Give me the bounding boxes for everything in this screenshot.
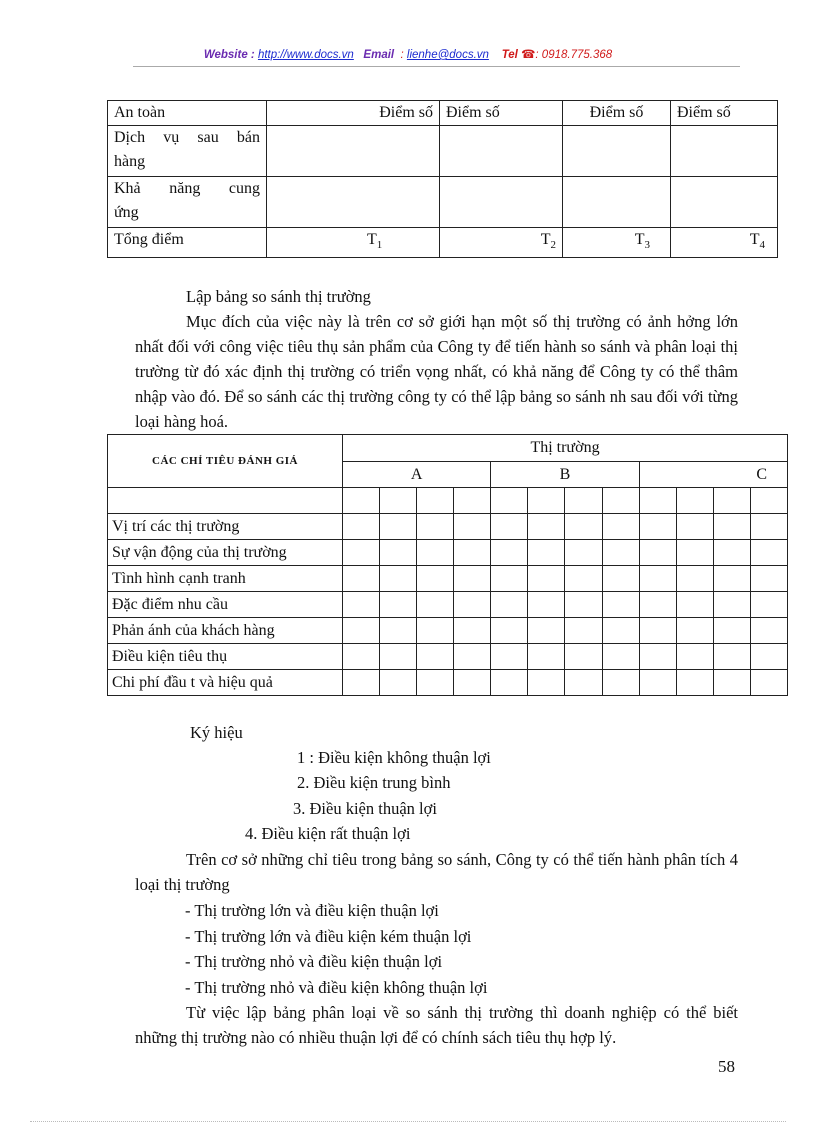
score-cell xyxy=(750,644,787,670)
score-cell xyxy=(565,670,602,696)
score-cell xyxy=(602,566,639,592)
score-cell xyxy=(417,592,454,618)
score-cell xyxy=(380,644,417,670)
section-heading: Lập bảng so sánh thị trường xyxy=(186,287,371,306)
score-cell xyxy=(380,592,417,618)
criteria-cell: Vị trí các thị trường xyxy=(108,514,343,540)
score-cell xyxy=(491,488,528,514)
email-separator: : xyxy=(400,49,404,61)
legend-title: Ký hiệu xyxy=(190,723,243,742)
score-cell xyxy=(440,126,563,177)
score-cell xyxy=(565,566,602,592)
score-cell xyxy=(563,177,671,228)
score-cell xyxy=(565,644,602,670)
score-cell xyxy=(750,566,787,592)
score-cell xyxy=(528,540,565,566)
footer-divider xyxy=(30,1121,786,1122)
score-cell xyxy=(565,618,602,644)
score-cell xyxy=(602,670,639,696)
score-cell xyxy=(417,488,454,514)
score-cell xyxy=(491,644,528,670)
scoring-table xyxy=(107,100,778,258)
score-cell: Điểm số xyxy=(440,101,563,126)
score-cell xyxy=(454,488,491,514)
score-cell xyxy=(417,514,454,540)
table-row xyxy=(108,126,778,177)
score-cell xyxy=(713,618,750,644)
intro-paragraph xyxy=(135,287,738,434)
score-cell xyxy=(671,177,778,228)
market-label: A xyxy=(343,462,491,488)
criteria-cell: Phản ánh của khách hàng xyxy=(108,618,343,644)
score-cell xyxy=(750,540,787,566)
total-cell xyxy=(267,228,440,258)
score-cell xyxy=(639,644,676,670)
score-cell xyxy=(676,644,713,670)
score-cell xyxy=(528,592,565,618)
row-label: An toàn xyxy=(108,101,267,126)
score-cell xyxy=(676,514,713,540)
score-cell xyxy=(343,488,380,514)
analysis-item: - Thị trường lớn và điều kiện kém thuận lợi xyxy=(185,927,472,946)
score-cell xyxy=(440,177,563,228)
score-cell xyxy=(528,670,565,696)
score-cell xyxy=(713,566,750,592)
website-link[interactable]: http://www.docs.vn xyxy=(257,49,354,61)
table-row xyxy=(108,644,788,670)
t-letter: T xyxy=(367,231,377,248)
score-cell xyxy=(380,488,417,514)
score-cell xyxy=(343,540,380,566)
score-cell xyxy=(565,514,602,540)
table-row xyxy=(108,540,788,566)
table-row xyxy=(108,514,788,540)
table-row xyxy=(108,618,788,644)
score-cell xyxy=(750,592,787,618)
score-cell xyxy=(713,592,750,618)
row-label-line: ứng xyxy=(114,204,139,221)
score-cell: Điểm số xyxy=(267,101,440,126)
score-cell xyxy=(380,618,417,644)
table-header-row xyxy=(108,435,788,462)
score-cell xyxy=(750,618,787,644)
market-header: Thị trường xyxy=(343,435,788,462)
score-cell xyxy=(676,670,713,696)
total-cell xyxy=(671,228,778,258)
score-cell xyxy=(267,126,440,177)
score-cell xyxy=(454,644,491,670)
body-text: Mục đích của việc này là trên cơ sở giới hạn một số thị trường có ảnh hởng lớn nhất đối với công việc tiêu thụ sản phẩm của Công ty để tiến hành so sánh và phân loại thị trường từ đó xác định thị trường có triển vọng nhất, có khả năng để Công ty có thể thâm nhập vào đó. Để so sánh các thị trường công ty có thể lập bảng so sánh nh sau đối với từng loại hàng hoá. xyxy=(135,312,738,431)
score-cell xyxy=(454,618,491,644)
score-cell xyxy=(639,488,676,514)
table-row xyxy=(108,488,788,514)
t-sub: 4 xyxy=(759,239,765,252)
score-cell xyxy=(417,670,454,696)
score-cell: Điểm số xyxy=(563,101,671,126)
score-cell xyxy=(491,618,528,644)
analysis-conclusion: Từ việc lập bảng phân loại về so sánh thị trường thì doanh nghiệp có thể biết những thị trường nào có nhiều thuận lợi để có chính sách tiêu thụ hợp lý. xyxy=(135,1003,738,1047)
legend-item: 2. Điều kiện trung bình xyxy=(297,773,451,792)
score-cell xyxy=(639,540,676,566)
criteria-cell: Tình hình cạnh tranh xyxy=(108,566,343,592)
score-cell xyxy=(602,644,639,670)
score-cell xyxy=(380,540,417,566)
score-cell xyxy=(380,670,417,696)
score-cell xyxy=(713,488,750,514)
row-label-line: Khả năng cung xyxy=(114,180,260,197)
score-cell xyxy=(565,540,602,566)
t-letter: T xyxy=(540,231,551,248)
criteria-cell: Điều kiện tiêu thụ xyxy=(108,644,343,670)
analysis-item: - Thị trường lớn và điều kiện thuận lợi xyxy=(185,901,439,920)
criteria-header: CÁC CHỈ TIÊU ĐÁNH GIÁ xyxy=(108,435,343,488)
row-label: Tổng điểm xyxy=(108,228,267,258)
score-cell xyxy=(491,540,528,566)
score-cell xyxy=(671,126,778,177)
score-cell xyxy=(750,670,787,696)
t-sub: 2 xyxy=(550,239,556,252)
score-cell xyxy=(417,540,454,566)
total-cell xyxy=(440,228,563,258)
table-row xyxy=(108,592,788,618)
score-cell xyxy=(676,618,713,644)
score-cell xyxy=(713,644,750,670)
score-cell xyxy=(491,566,528,592)
row-label-line: Dịch vụ sau bán xyxy=(114,129,260,146)
email-label: Email xyxy=(363,49,395,61)
score-cell xyxy=(676,540,713,566)
row-label-line: hàng xyxy=(114,153,146,170)
score-cell xyxy=(454,592,491,618)
score-cell xyxy=(528,514,565,540)
criteria-cell: Chi phí đầu t và hiệu quả xyxy=(108,670,343,696)
score-cell xyxy=(343,644,380,670)
market-label: B xyxy=(491,462,639,488)
score-cell xyxy=(639,566,676,592)
header-divider xyxy=(133,66,740,67)
criteria-cell: Sự vận động của thị trường xyxy=(108,540,343,566)
score-cell xyxy=(343,618,380,644)
score-cell xyxy=(565,592,602,618)
score-cell xyxy=(343,566,380,592)
score-cell: Điểm số xyxy=(671,101,778,126)
criteria-cell xyxy=(108,488,343,514)
score-cell xyxy=(343,514,380,540)
score-cell xyxy=(639,670,676,696)
score-cell xyxy=(491,592,528,618)
score-cell xyxy=(267,177,440,228)
legend-item: 4. Điều kiện rất thuận lợi xyxy=(245,824,411,843)
page-number: 58 xyxy=(718,1057,735,1076)
analysis-item: - Thị trường nhỏ và điều kiện không thuận lợi xyxy=(185,978,488,997)
score-cell xyxy=(639,514,676,540)
score-cell xyxy=(750,488,787,514)
t-sub: 3 xyxy=(644,239,650,252)
score-cell xyxy=(602,592,639,618)
score-cell xyxy=(602,540,639,566)
score-cell xyxy=(380,514,417,540)
row-label xyxy=(108,177,267,228)
score-cell xyxy=(491,514,528,540)
t-sub: 1 xyxy=(376,239,383,252)
tel-value: : 0918.775.368 xyxy=(535,49,613,61)
score-cell xyxy=(563,126,671,177)
score-cell xyxy=(713,540,750,566)
score-cell xyxy=(343,670,380,696)
table-row xyxy=(108,670,788,696)
t-letter: T xyxy=(634,231,645,248)
table-row xyxy=(108,228,778,258)
score-cell xyxy=(713,670,750,696)
score-cell xyxy=(639,618,676,644)
email-link[interactable]: lienhe@docs.vn xyxy=(406,49,489,61)
score-cell xyxy=(380,566,417,592)
score-cell xyxy=(565,488,602,514)
page-header xyxy=(0,47,816,61)
phone-icon: ☎ xyxy=(521,49,536,61)
table-row xyxy=(108,566,788,592)
score-cell xyxy=(528,566,565,592)
score-cell xyxy=(676,488,713,514)
score-cell xyxy=(417,618,454,644)
score-cell xyxy=(454,670,491,696)
score-cell xyxy=(528,644,565,670)
analysis-intro: Trên cơ sở những chỉ tiêu trong bảng so sánh, Công ty có thể tiến hành phân tích 4 loại thị trường xyxy=(135,850,738,894)
score-cell xyxy=(417,644,454,670)
score-cell xyxy=(750,514,787,540)
table-row xyxy=(108,101,778,126)
website-label: Website : xyxy=(203,49,255,61)
score-cell xyxy=(417,566,454,592)
market-comparison-table xyxy=(107,434,788,696)
analysis-item: - Thị trường nhỏ và điều kiện thuận lợi xyxy=(185,952,443,971)
score-cell xyxy=(454,540,491,566)
score-cell xyxy=(454,566,491,592)
legend-item: 1 : Điều kiện không thuận lợi xyxy=(297,748,491,767)
score-cell xyxy=(602,514,639,540)
criteria-cell: Đặc điểm nhu cầu xyxy=(108,592,343,618)
score-cell xyxy=(602,618,639,644)
score-cell xyxy=(343,592,380,618)
score-cell xyxy=(491,670,528,696)
market-label: C xyxy=(639,462,787,488)
tel-label: Tel xyxy=(501,49,518,61)
score-cell xyxy=(528,618,565,644)
score-cell xyxy=(676,566,713,592)
score-cell xyxy=(528,488,565,514)
score-cell xyxy=(676,592,713,618)
t-letter: T xyxy=(749,231,760,248)
score-cell xyxy=(713,514,750,540)
score-cell xyxy=(639,592,676,618)
score-cell xyxy=(602,488,639,514)
legend-item: 3. Điều kiện thuận lợi xyxy=(293,799,437,818)
table-row xyxy=(108,177,778,228)
total-cell xyxy=(563,228,671,258)
score-cell xyxy=(454,514,491,540)
row-label xyxy=(108,126,267,177)
